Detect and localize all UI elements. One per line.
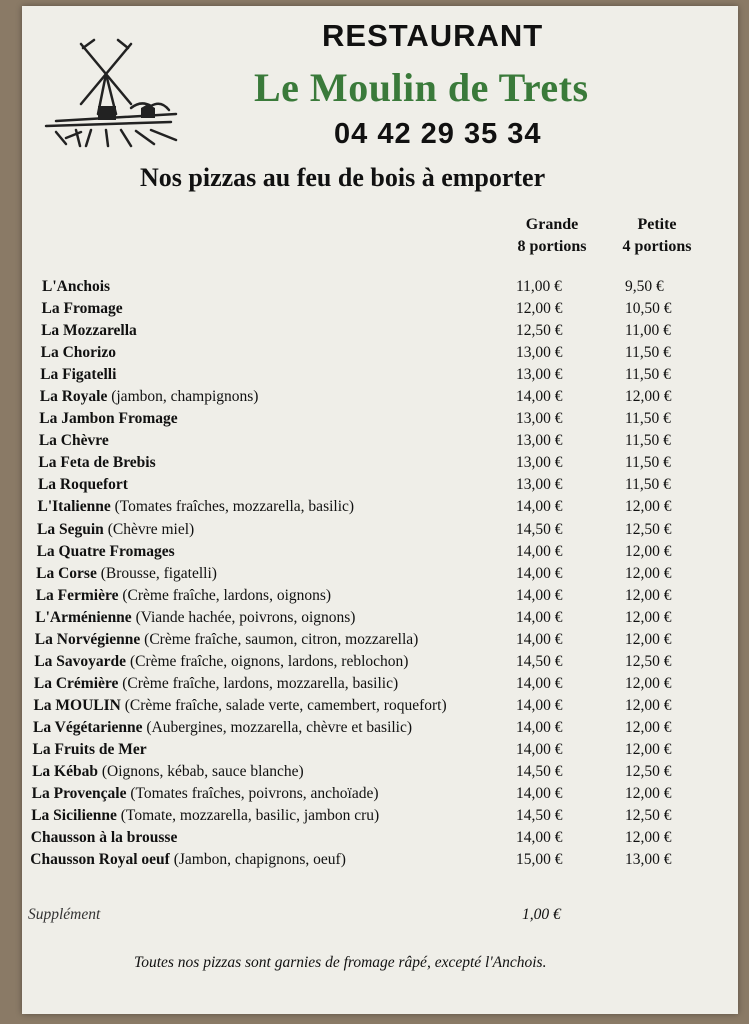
menu-row [22, 675, 738, 697]
price-grande: 14,00 € [516, 696, 563, 714]
price-grande: 14,00 € [516, 718, 563, 736]
menu-row [22, 631, 738, 653]
price-grande: 14,50 € [516, 807, 563, 825]
pizza-name: La Provençale [31, 785, 127, 803]
price-petite: 12,00 € [625, 785, 672, 803]
price-grande: 11,00 € [516, 278, 562, 295]
menu-row [22, 278, 738, 300]
pizza-ingredients: (Oignons, kébab, sauce blanche) [101, 763, 304, 781]
pizza-name: L'Arménienne [35, 608, 132, 626]
menu-row [22, 498, 738, 520]
pizza-name: La Crémière [33, 674, 119, 692]
menu-row [22, 366, 738, 388]
menu-row [22, 785, 738, 807]
pizza-ingredients: (Crème fraîche, lardons, oignons) [122, 586, 332, 604]
price-petite: 11,50 € [625, 432, 671, 450]
pizza-ingredients: (Brousse, figatelli) [100, 564, 217, 582]
pizza-ingredients: (Tomates fraîches, mozzarella, basilic) [114, 498, 355, 516]
column-petite-header [602, 214, 712, 258]
column-grande-label: Grande [525, 216, 579, 233]
menu-row [22, 587, 738, 609]
pizza-name: La Fromage [41, 300, 123, 318]
pizza-item [38, 476, 128, 494]
menu-row [22, 410, 738, 432]
price-grande: 13,00 € [516, 476, 563, 494]
pizza-list [22, 278, 738, 873]
pizza-item [35, 631, 419, 649]
pizza-ingredients: (Tomates fraîches, poivrons, anchoïade) [130, 785, 379, 803]
price-grande: 14,50 € [516, 763, 563, 781]
pizza-item [42, 278, 110, 296]
price-petite: 12,00 € [625, 542, 672, 560]
pizza-name: La Chorizo [40, 344, 116, 362]
price-petite: 12,00 € [625, 829, 672, 847]
price-grande: 14,00 € [516, 586, 563, 604]
pizza-name: Chausson Royal oeuf [30, 851, 170, 869]
column-grande-portions: 8 portions [517, 238, 587, 255]
price-grande: 14,00 € [516, 608, 563, 626]
price-petite: 11,50 € [625, 410, 671, 428]
footer-note: Toutes nos pizzas sont garnies de fromage râpé, excepté l'Anchois. [134, 954, 547, 971]
menu-row [22, 521, 738, 543]
pizza-name: La Jambon Fromage [39, 410, 178, 428]
pizza-name: La Mozzarella [41, 322, 137, 340]
menu-row [22, 543, 738, 565]
pizza-ingredients: (Aubergines, mozzarella, chèvre et basilic) [146, 718, 413, 736]
price-grande: 13,00 € [516, 454, 563, 472]
pizza-item [33, 741, 147, 759]
pizza-item [37, 521, 194, 539]
price-grande: 13,00 € [516, 366, 563, 384]
price-petite: 12,00 € [625, 718, 672, 736]
pizza-ingredients: (Jambon, chapignons, oeuf) [173, 851, 346, 869]
pizza-name: La MOULIN [33, 696, 121, 714]
pizza-ingredients: (jambon, champignons) [111, 388, 259, 406]
column-petite-portions: 4 portions [622, 238, 692, 255]
price-grande: 14,50 € [516, 520, 563, 538]
supplement-price: 1,00 € [522, 906, 561, 923]
pizza-name: La Chèvre [38, 432, 109, 450]
restaurant-label: RESTAURANT [322, 18, 544, 53]
pizza-name: La Sicilienne [31, 807, 117, 825]
pizza-name: L'Italienne [37, 498, 111, 516]
pizza-name: La Royale [39, 388, 108, 406]
price-petite: 10,50 € [625, 300, 672, 318]
price-petite: 12,00 € [625, 564, 672, 582]
pizza-item [39, 432, 109, 450]
menu-row [22, 763, 738, 785]
price-petite: 11,50 € [625, 344, 671, 362]
pizza-name: La Norvégienne [34, 630, 141, 648]
price-grande: 12,00 € [516, 300, 563, 318]
pizza-item [34, 675, 398, 693]
pizza-item [33, 719, 412, 737]
price-grande: 14,00 € [516, 829, 563, 847]
pizza-item [30, 851, 346, 869]
supplement-label: Supplément [28, 906, 101, 923]
price-grande: 14,00 € [516, 564, 563, 582]
menu-row [22, 653, 738, 675]
pizza-name: La Savoyarde [34, 652, 127, 670]
pizza-name: La Végétarienne [33, 718, 143, 736]
menu-row [22, 322, 738, 344]
pizza-item [32, 785, 379, 803]
price-petite: 12,00 € [625, 674, 672, 692]
price-grande: 15,00 € [516, 851, 563, 869]
pizza-ingredients: (Tomate, mozzarella, basilic, jambon cru) [120, 807, 380, 825]
price-grande: 14,50 € [516, 652, 563, 670]
pizza-name: La Kébab [32, 763, 98, 781]
pizza-name: La Quatre Fromages [36, 542, 175, 560]
menu-row [22, 565, 738, 587]
pizza-item [36, 587, 331, 605]
pizza-item [31, 807, 379, 825]
pizza-item [34, 653, 408, 671]
menu-row [22, 609, 738, 631]
pizza-item [31, 829, 178, 847]
menu-row [22, 829, 738, 851]
price-petite: 11,50 € [625, 366, 671, 384]
pizza-name: La Figatelli [40, 366, 117, 384]
price-petite: 11,50 € [625, 454, 671, 472]
menu-row [22, 697, 738, 719]
pizza-item [41, 344, 116, 362]
price-petite: 12,00 € [625, 498, 672, 516]
menu-row [22, 454, 738, 476]
pizza-name: La Fruits de Mer [32, 740, 147, 758]
price-grande: 14,00 € [516, 674, 563, 692]
price-grande: 13,00 € [516, 432, 563, 450]
pizza-ingredients: (Crème fraîche, salade verte, camembert, roquefort) [124, 696, 447, 714]
price-petite: 11,00 € [625, 322, 671, 340]
menu-row [22, 741, 738, 763]
windmill-logo-icon [36, 26, 186, 156]
pizza-name: La Roquefort [37, 476, 128, 494]
menu-subtitle: Nos pizzas au feu de bois à emporter [140, 163, 546, 192]
pizza-name: Chausson à la brousse [30, 829, 178, 847]
pizza-item [38, 454, 155, 472]
price-grande: 14,00 € [516, 785, 563, 803]
price-petite: 9,50 € [625, 278, 664, 295]
pizza-item [32, 763, 304, 781]
pizza-item [40, 388, 259, 406]
pizza-item [38, 498, 355, 516]
menu-row [22, 344, 738, 366]
price-petite: 12,00 € [625, 630, 672, 648]
restaurant-name: Le Moulin de Trets [254, 65, 589, 110]
price-petite: 11,50 € [625, 476, 671, 494]
price-petite: 12,50 € [625, 520, 672, 538]
pizza-ingredients: (Viande hachée, poivrons, oignons) [135, 608, 356, 626]
pizza-item [41, 322, 137, 340]
price-petite: 12,50 € [625, 652, 672, 670]
pizza-name: La Seguin [37, 520, 104, 538]
price-grande: 12,50 € [516, 322, 563, 340]
menu-row [22, 719, 738, 741]
column-petite-label: Petite [637, 216, 677, 233]
pizza-item [33, 697, 446, 715]
pizza-ingredients: (Crème fraîche, lardons, mozzarella, basilic) [122, 674, 399, 692]
price-grande: 14,00 € [516, 630, 563, 648]
price-petite: 12,00 € [625, 388, 672, 406]
column-grande-header [492, 214, 612, 258]
price-petite: 13,00 € [625, 851, 672, 869]
pizza-item [36, 565, 217, 583]
price-grande: 14,00 € [516, 498, 563, 516]
pizza-name: La Fermière [35, 586, 119, 604]
menu-paper [22, 6, 738, 1014]
pizza-item [42, 300, 123, 318]
pizza-ingredients: (Crème fraîche, oignons, lardons, reblochon) [129, 652, 409, 670]
price-grande: 13,00 € [516, 344, 563, 362]
price-petite: 12,50 € [625, 807, 672, 825]
pizza-ingredients: (Chèvre miel) [107, 520, 195, 538]
price-petite: 12,50 € [625, 763, 672, 781]
price-petite: 12,00 € [625, 586, 672, 604]
pizza-item [39, 410, 177, 428]
pizza-name: La Corse [36, 564, 97, 582]
price-petite: 12,00 € [625, 608, 672, 626]
menu-row [22, 851, 738, 873]
menu-row [22, 432, 738, 454]
pizza-item [40, 366, 116, 384]
pizza-item [37, 543, 175, 561]
pizza-name: La Feta de Brebis [38, 454, 156, 472]
price-petite: 12,00 € [625, 696, 672, 714]
pizza-name: L'Anchois [42, 278, 111, 295]
price-grande: 13,00 € [516, 410, 563, 428]
price-grande: 14,00 € [516, 740, 563, 758]
menu-row [22, 300, 738, 322]
phone-number: 04 42 29 35 34 [334, 118, 542, 150]
price-petite: 12,00 € [625, 740, 672, 758]
menu-row [22, 476, 738, 498]
pizza-item [35, 609, 355, 627]
menu-row [22, 807, 738, 829]
price-grande: 14,00 € [516, 542, 563, 560]
pizza-ingredients: (Crème fraîche, saumon, citron, mozzarella) [144, 630, 419, 648]
price-grande: 14,00 € [516, 388, 563, 406]
menu-row [22, 388, 738, 410]
